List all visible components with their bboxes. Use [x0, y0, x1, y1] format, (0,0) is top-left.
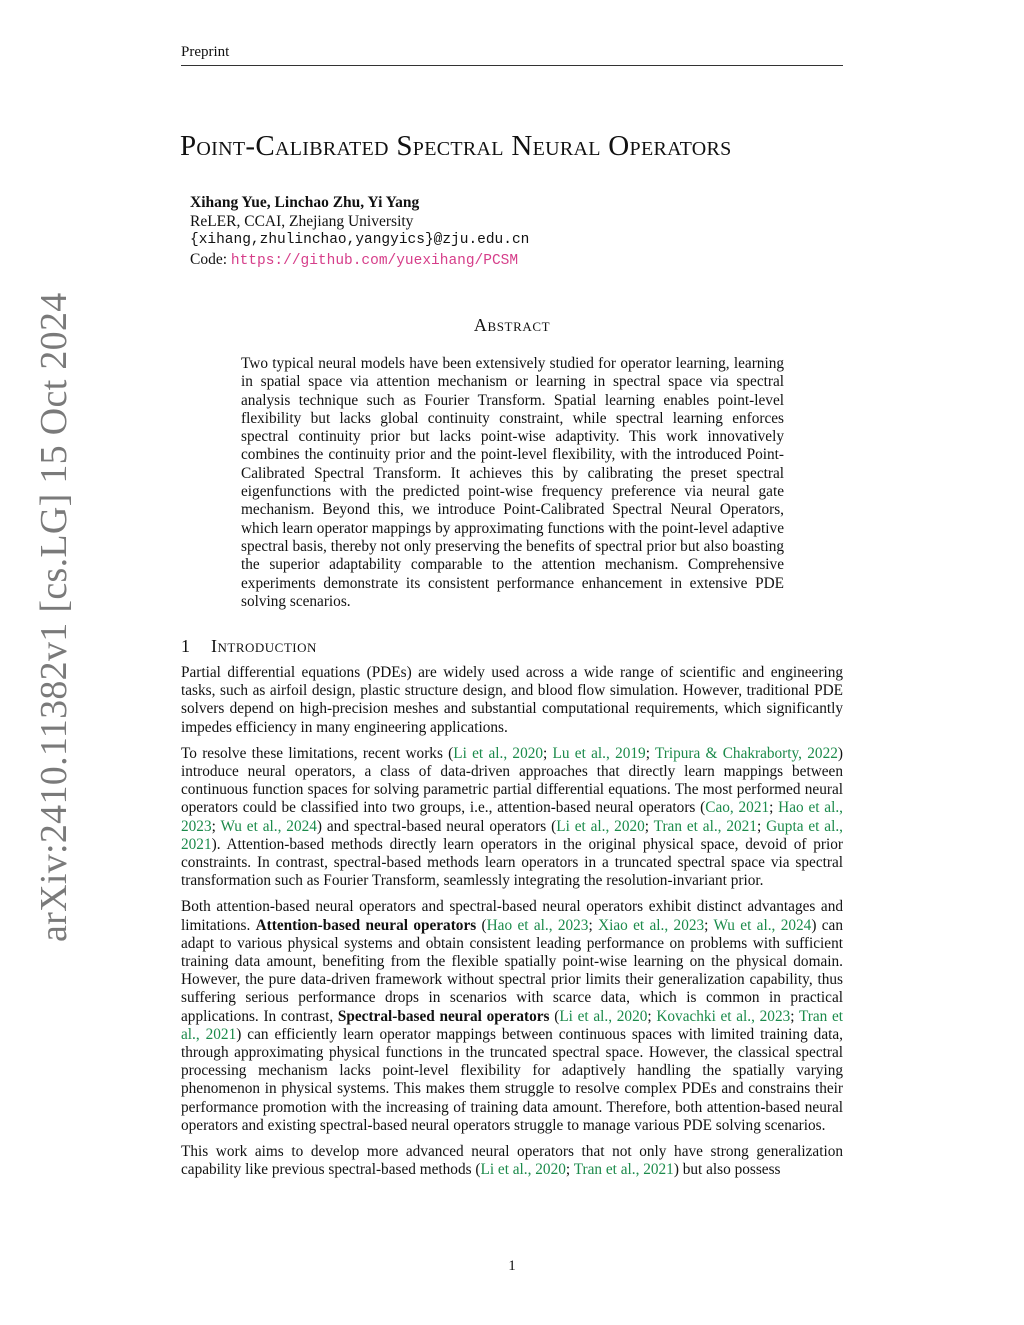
citation-separator: ;	[565, 1161, 574, 1179]
code-line	[190, 250, 529, 271]
citation-link[interactable]: Cao, 2021	[705, 799, 770, 817]
header-rule	[181, 65, 843, 66]
paragraph-text: ) introduce neural operators, a class of data-driven approaches that directly learn mappings between continuous function spaces for solving parametric partial differential equations. The most performed neural operators could be classified into two groups, i.e., attention-based neural operators (	[181, 744, 843, 817]
paragraph-text: Both attention-based neural operators and spectral-based neural operators exhibit distinct advantages and limitations.	[181, 898, 843, 934]
paragraph-text: ) can adapt to various physical systems and obtain consistent leading performance on problems with sufficient training data amount, benefiting from the flexible spatially point-wise learning on the physical domain. However, the pure data-driven framework without spectral prior limits their generalization capability, thus suffering serious performance drops in scenarios with scarce data, which is common in practical applications. In contrast,	[181, 916, 843, 1025]
paragraph-text: To resolve these limitations, recent works (	[181, 744, 454, 762]
citation-link[interactable]: Hao et al., 2023	[486, 916, 589, 934]
running-header: Preprint	[181, 44, 230, 60]
bold-term: Spectral-based neural operators	[337, 1007, 550, 1025]
paragraph-text: ) and spectral-based neural operators (	[316, 817, 557, 835]
arxiv-side-stamp: arXiv:2410.11382v1 [cs.LG] 15 Oct 2024	[33, 292, 75, 942]
citation-separator: ;	[647, 1007, 657, 1025]
citation-link[interactable]: Li et al., 2020	[556, 817, 645, 835]
citation-link[interactable]: Wu et al., 2024	[220, 817, 317, 835]
citation-link[interactable]: Li et al., 2020	[480, 1161, 566, 1179]
citation-separator: ;	[644, 817, 654, 835]
paragraph-text: This work aims to develop more advanced neural operators that not only have strong generalization capability like previous spectral-based methods (	[181, 1143, 843, 1179]
paragraph	[181, 745, 843, 891]
paragraph-text: (	[476, 916, 487, 934]
abstract-heading: Abstract	[473, 315, 551, 335]
citation-separator: ;	[790, 1007, 799, 1025]
citation-separator: ;	[543, 744, 553, 762]
citation-link[interactable]: Wu et al., 2024	[713, 916, 812, 934]
section-heading	[181, 636, 317, 657]
citation-link[interactable]: Gupta et al., 2021	[181, 817, 843, 853]
citation-link[interactable]: Tripura & Chakraborty, 2022	[654, 744, 838, 762]
citation-link[interactable]: Li et al., 2020	[453, 744, 544, 762]
citation-link[interactable]: Tran et al., 2021	[181, 1007, 844, 1043]
paragraph-text: ). Attention-based methods directly learn operators in the original physical space, devoid of prior constraints. In contrast, spectral-based methods learn operators in a truncated spectral space via spectral transformation such as Fourier Transform, seamlessly integrating the resolution-invariant prior.	[181, 835, 843, 890]
code-link[interactable]: https://github.com/yuexihang/PCSM	[230, 253, 519, 269]
abstract-text: Two typical neural models have been extensively studied for operator learning, learning in spatial space via attention mechanism or learning in spectral space via spectral analysis technique such as Fourier Transform. Spatial learning enables point-level flexibility but lacks global continuity constraint, while spectral learning enforces spectral continuity prior but lacks point-wise adaptivity. This work innovatively combines the continuity prior and the point-level flexibility, with the introduced Point-Calibrated Spectral Transform. It achieves this by calibrating the preset spectral eigenfunctions with the predicted point-wise frequency preference via neural gate mechanism. Beyond this, we introduce Point-Calibrated Spectral Neural Operators, which learn operator mappings by approximating functions with the point-level adaptive spectral basis, thereby not only preserving the benefits of spectral prior but also boasting the superior adaptability comparable to the attention mechanism. Comprehensive experiments demonstrate its consistent performance enhancement in extensive PDE solving scenarios.	[241, 355, 784, 610]
citation-link[interactable]: Tran et al., 2021	[573, 1161, 674, 1179]
citation-separator: ;	[769, 799, 779, 817]
citation-separator: ;	[588, 916, 599, 934]
citation-link[interactable]: Kovachki et al., 2023	[656, 1007, 791, 1025]
citation-link[interactable]: Tran et al., 2021	[653, 817, 757, 835]
body-text	[181, 664, 843, 1187]
section-number: 1	[181, 636, 190, 656]
paragraph-text: ) can efficiently learn operator mappings between continuous spaces with limited training data, through approximating physical functions in the truncated spectral space. However, the classical spectral processing mechanism lacks point-level flexibility for adaptively handling the spatially varying phenomenon in physical systems. This makes them struggle to resolve complex PDEs and constrains their performance promotion with the increasing of training data amount. Therefore, both attention-based neural operators and existing spectral-based neural operators struggle to manage various PDE solving scenarios.	[181, 1025, 843, 1134]
code-label: Code:	[190, 251, 231, 268]
citation-link[interactable]: Xiao et al., 2023	[598, 916, 705, 934]
author-names: Xihang Yue, Linchao Zhu, Yi Yang	[190, 194, 420, 211]
citation-link[interactable]: Hao et al., 2023	[181, 799, 843, 835]
citation-separator: ;	[756, 817, 767, 835]
citation-separator: ;	[645, 744, 655, 762]
paper-title: Point-Calibrated Spectral Neural Operators	[180, 130, 732, 162]
page-number: 1	[508, 1258, 516, 1274]
paragraph	[181, 1143, 843, 1179]
citation-separator: ;	[704, 916, 714, 934]
paragraph-text: (	[549, 1007, 560, 1025]
citation-link[interactable]: Lu et al., 2019	[552, 744, 646, 762]
citation-link[interactable]: Li et al., 2020	[559, 1007, 648, 1025]
paragraph-text: Partial differential equations (PDEs) are widely used across a wide range of scientific and engineering tasks, such as airfoil design, plastic structure design, and blood flow simulation. However, traditional PDE solvers depend on high-precision meshes and substantial computational requirements, which significantly impedes efficiency in many engineering applications.	[181, 664, 843, 736]
affiliation: ReLER, CCAI, Zhejiang University	[190, 213, 414, 230]
author-emails: {xihang,zhulinchao,yangyics}@zju.edu.cn	[190, 232, 530, 248]
paragraph	[181, 664, 843, 737]
paragraph-text: ) but also possess	[673, 1161, 781, 1179]
bold-term: Attention-based neural operators	[255, 916, 477, 934]
section-title: Introduction	[211, 636, 317, 656]
paragraph	[181, 898, 843, 1135]
citation-separator: ;	[211, 817, 221, 835]
author-block	[190, 193, 529, 271]
